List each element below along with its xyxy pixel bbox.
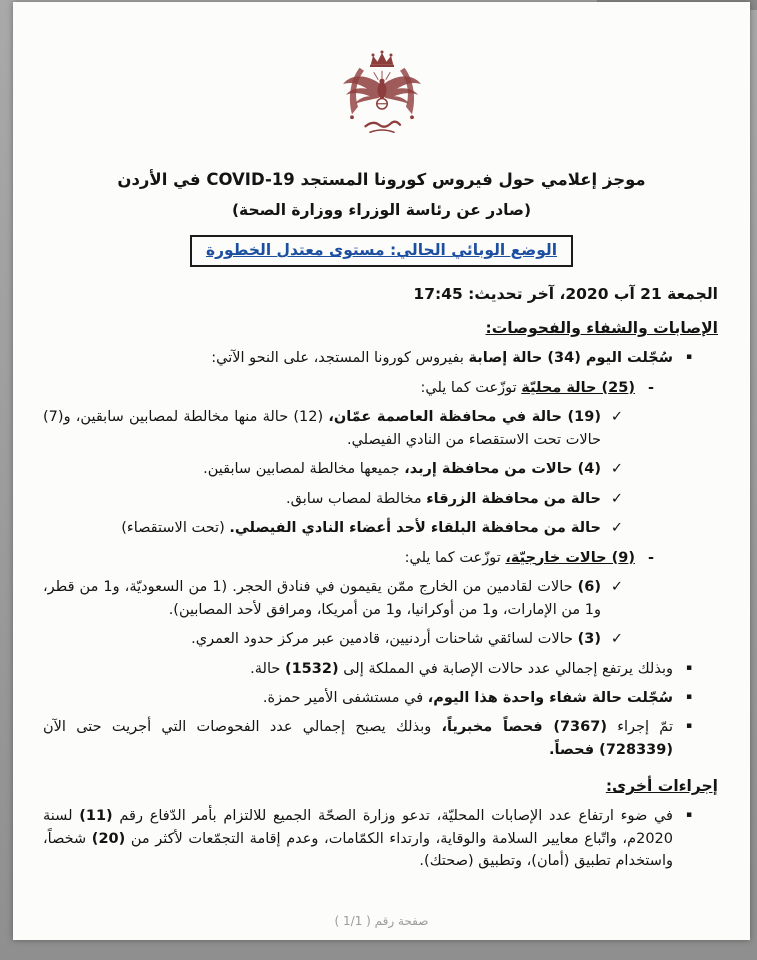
document-page — [13, 2, 750, 940]
page-number: صفحة رقم ( 1/1 ) — [334, 914, 429, 928]
status-banner: الوضع الوبائي الحالي: مستوى معتدل الخطورة — [190, 235, 573, 267]
list-item-text: وبذلك يرتفع إجمالي عدد حالات الإصابة في المملكة إلى (1532) حالة. — [250, 660, 673, 677]
list-item-text: تمّ إجراء (7367) فحصاً مخبرياً، وبذلك يصبح إجمالي عدد الفحوصات التي أجريت حتى الآن (728339) فحصاً. — [43, 719, 673, 758]
square-marker: ▪ — [685, 691, 693, 702]
date-line: الجمعة 21 آب 2020، آخر تحديث: 17:45 — [413, 285, 718, 304]
document-content — [13, 2, 750, 873]
list-item-text: حالة من محافظة البلقاء لأحد أعضاء النادي الفيصلي. (تحت الاستقصاء) — [121, 520, 601, 537]
check-marker: ✓ — [610, 631, 624, 648]
status-banner-container — [39, 235, 724, 267]
list-item — [39, 517, 724, 539]
list-item-text: حالة من محافظة الزرقاء مخالطة لمصاب سابق. — [286, 490, 601, 507]
measures-list — [39, 805, 724, 872]
logo-container — [39, 48, 724, 150]
list-item-text: (3) حالات لسائقي شاحنات أردنيين، قادمين عبر مركز حدود العمري. — [191, 631, 601, 648]
list-item — [39, 406, 724, 451]
list-item — [39, 687, 724, 709]
check-marker: ✓ — [610, 409, 624, 426]
check-marker: ✓ — [610, 490, 624, 507]
square-marker: ▪ — [685, 662, 693, 673]
section-heading-measures: إجراءات أخرى: — [605, 777, 718, 796]
square-marker: ▪ — [685, 810, 693, 821]
jordan-royal-crest-logo — [337, 48, 427, 150]
list-item — [39, 547, 724, 569]
list-item — [39, 716, 724, 761]
dash-marker: - — [647, 379, 655, 396]
list-item — [39, 458, 724, 480]
square-marker: ▪ — [685, 721, 693, 732]
list-item-text: سُجّلت اليوم (34) حالة إصابة بفيروس كورونا المستجد، على النحو الآتي: — [211, 350, 673, 367]
list-item-text: سُجّلت حالة شفاء واحدة هذا اليوم، في مستشفى الأمير حمزة. — [262, 689, 673, 706]
section-heading-cases: الإصابات والشفاء والفحوصات: — [485, 319, 718, 338]
list-item-text: (19) حالة في محافظة العاصمة عمّان، (12) حالة منها مخالطة لمصابين سابقين، و(7) حالات تحت الاستقصاء من النادي الفيصلي. — [43, 409, 601, 448]
list-item-text: (25) حالة محليّة توزّعت كما يلي: — [420, 379, 635, 396]
check-marker: ✓ — [610, 461, 624, 478]
document-subtitle: (صادر عن رئاسة الوزراء ووزارة الصحة) — [231, 201, 532, 220]
list-item — [39, 658, 724, 680]
check-marker: ✓ — [610, 579, 624, 596]
document-title: موجز إعلامي حول فيروس كورونا المستجد COVID-19 في الأردن — [117, 170, 646, 189]
list-item-text: (6) حالات لقادمين من الخارج ممّن يقيمون في فنادق الحجر. (1 من السعوديّة، و1 من قطر، و1 من الإمارات، و1 من أوكرانيا، و1 من أمريكا، ومرافق لأحد المصابين). — [43, 579, 602, 618]
list-item — [39, 628, 724, 650]
list-item — [39, 347, 724, 369]
check-marker: ✓ — [610, 520, 624, 537]
dash-marker: - — [647, 549, 655, 566]
list-item-text: في ضوء ارتفاع عدد الإصابات المحليّة، تدعو وزارة الصحّة الجميع للالتزام بأمر الدّفاع رقم (11) لسنة 2020م، واتّباع معايير السلامة والوقاية، وارتداء الكمّامات، وعدم إقامة التجمّعات لأكثر من (20) شخصاً، واستخدام تطبيق (أمان)، وتطبيق (صحتك). — [43, 808, 673, 870]
square-marker: ▪ — [685, 352, 693, 363]
list-item — [39, 805, 724, 872]
list-item-text: (9) حالات خارجيّة، توزّعت كما يلي: — [404, 549, 635, 566]
list-item — [39, 377, 724, 399]
list-item — [39, 576, 724, 621]
list-item-text: (4) حالات من محافظة إربد، جميعها مخالطة لمصابين سابقين. — [203, 461, 601, 478]
cases-list — [39, 347, 724, 761]
list-item — [39, 488, 724, 510]
